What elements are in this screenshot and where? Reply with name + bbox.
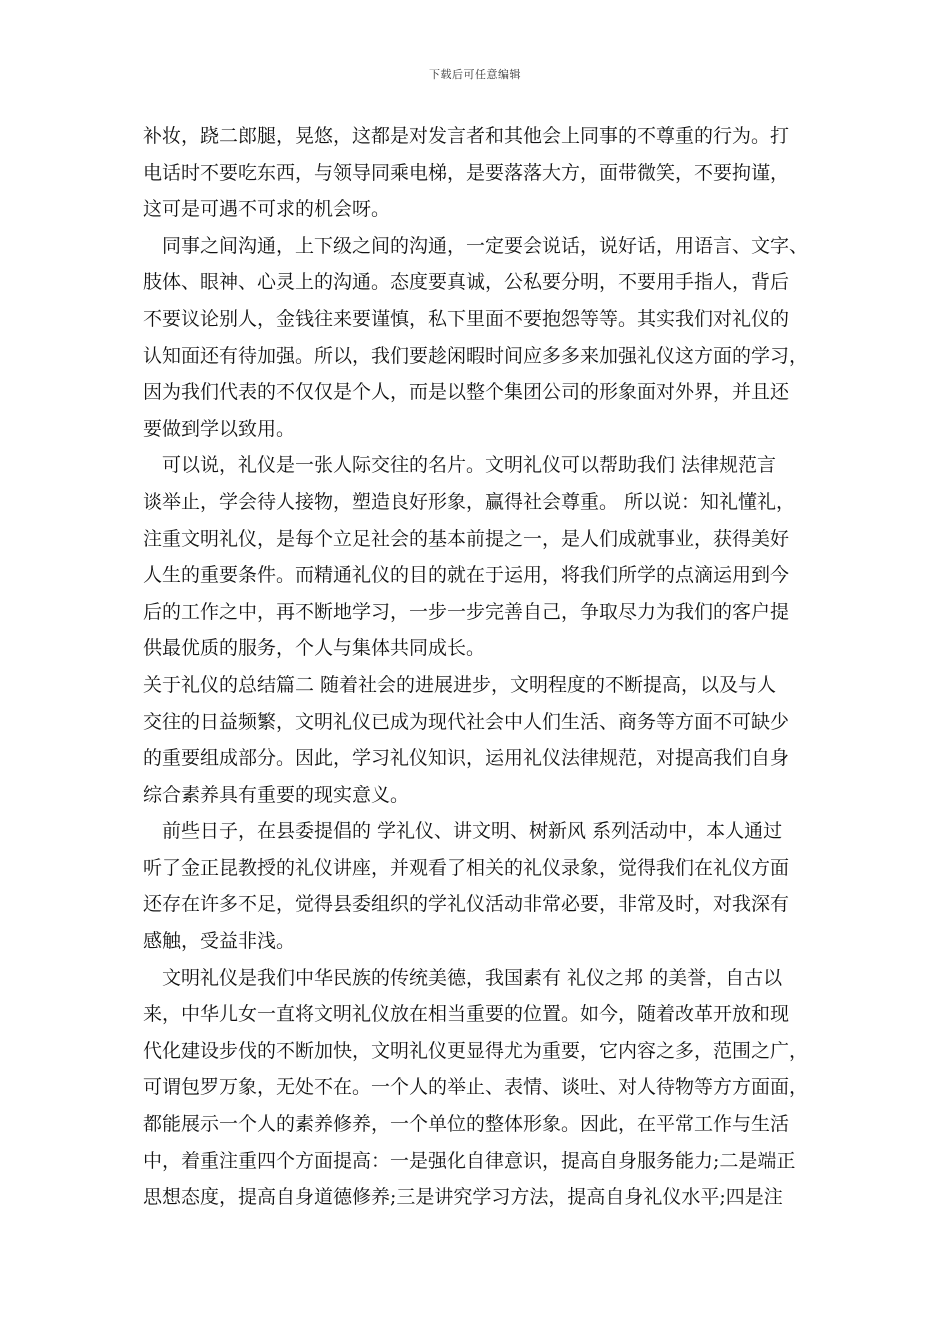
- text-line: 还存在许多不足，觉得县委组织的学礼仪活动非常必要，非常及时，对我深有: [143, 893, 790, 916]
- text-line: 来，中华儿女一直将文明礼仪放在相当重要的位置。如今，随着改革开放和现: [143, 1003, 790, 1026]
- text-line: 感触，受益非浅。: [143, 930, 296, 953]
- text-line: 因为我们代表的不仅仅是个人，而是以整个集团公司的形象面对外界，并且还: [143, 381, 790, 404]
- text-line: 综合素养具有重要的现实意义。: [143, 783, 410, 806]
- text-line: 不要议论别人，金钱往来要谨慎，私下里面不要抱怨等等。其实我们对礼仪的: [143, 307, 790, 330]
- text-line: 可谓包罗万象，无处不在。一个人的举止、表情、谈吐、对人待物等方方面面，: [143, 1076, 809, 1099]
- text-line: 交往的日益频繁，文明礼仪已成为现代社会中人们生活、商务等方面不可缺少: [143, 710, 790, 733]
- text-line: 供最优质的服务，个人与集体共同成长。: [143, 637, 486, 660]
- text-line: 关于礼仪的总结篇二 随着社会的进展进步，文明程度的不断提高，以及与人: [143, 673, 777, 696]
- text-line: 代化建设步伐的不断加快，文明礼仪更显得尤为重要，它内容之多，范围之广，: [143, 1039, 809, 1062]
- text-line: 可以说，礼仪是一张人际交往的名片。文明礼仪可以帮助我们 法律规范言: [143, 454, 777, 477]
- text-line: 人生的重要条件。而精通礼仪的目的就在于运用，将我们所学的点滴运用到今: [143, 564, 790, 587]
- text-line: 文明礼仪是我们中华民族的传统美德，我国素有 礼仪之邦 的美誉，自古以: [143, 966, 783, 989]
- text-line: 的重要组成部分。因此，学习礼仪知识，运用礼仪法律规范，对提高我们自身: [143, 747, 790, 770]
- text-line: 听了金正昆教授的礼仪讲座，并观看了相关的礼仪录象，觉得我们在礼仪方面: [143, 856, 790, 879]
- text-line: 同事之间沟通，上下级之间的沟通，一定要会说话，说好话，用语言、文字、: [143, 234, 809, 257]
- text-line: 前些日子，在县委提倡的 学礼仪、讲文明、树新风 系列活动中，本人通过: [143, 820, 783, 843]
- text-line: 电话时不要吃东西，与领导同乘电梯，是要落落大方，面带微笑，不要拘谨，: [143, 161, 790, 184]
- body-text: [143, 118, 813, 1216]
- text-line: 后的工作之中，再不断地学习，一步一步完善自己，争取尽力为我们的客户提: [143, 600, 790, 623]
- text-line: 谈举止，学会待人接物，塑造良好形象，赢得社会尊重。 所以说：知礼懂礼，: [143, 490, 796, 513]
- text-line: 中，着重注重四个方面提高：一是强化自律意识，提高自身服务能力;二是端正: [143, 1149, 796, 1172]
- text-line: 补妆，跷二郎腿，晃悠，这都是对发言者和其他会上同事的不尊重的行为。打: [143, 125, 790, 147]
- text-line: 认知面还有待加强。所以，我们要趁闲暇时间应多多来加强礼仪这方面的学习，: [143, 344, 809, 367]
- page-header: 下载后可任意编辑: [429, 68, 521, 81]
- text-line: 都能展示一个人的素养修养，一个单位的整体形象。因此，在平常工作与生活: [143, 1113, 790, 1136]
- text-line: 要做到学以致用。: [143, 417, 296, 440]
- text-line: 这可是可遇不可求的机会呀。: [143, 198, 391, 221]
- text-line: 注重文明礼仪，是每个立足社会的基本前提之一，是人们成就事业，获得美好: [143, 527, 790, 550]
- text-line: 肢体、眼神、心灵上的沟通。态度要真诚，公私要分明，不要用手指人，背后: [143, 271, 790, 294]
- text-line: 思想态度，提高自身道德修养;三是讲究学习方法，提高自身礼仪水平;四是注: [143, 1186, 783, 1209]
